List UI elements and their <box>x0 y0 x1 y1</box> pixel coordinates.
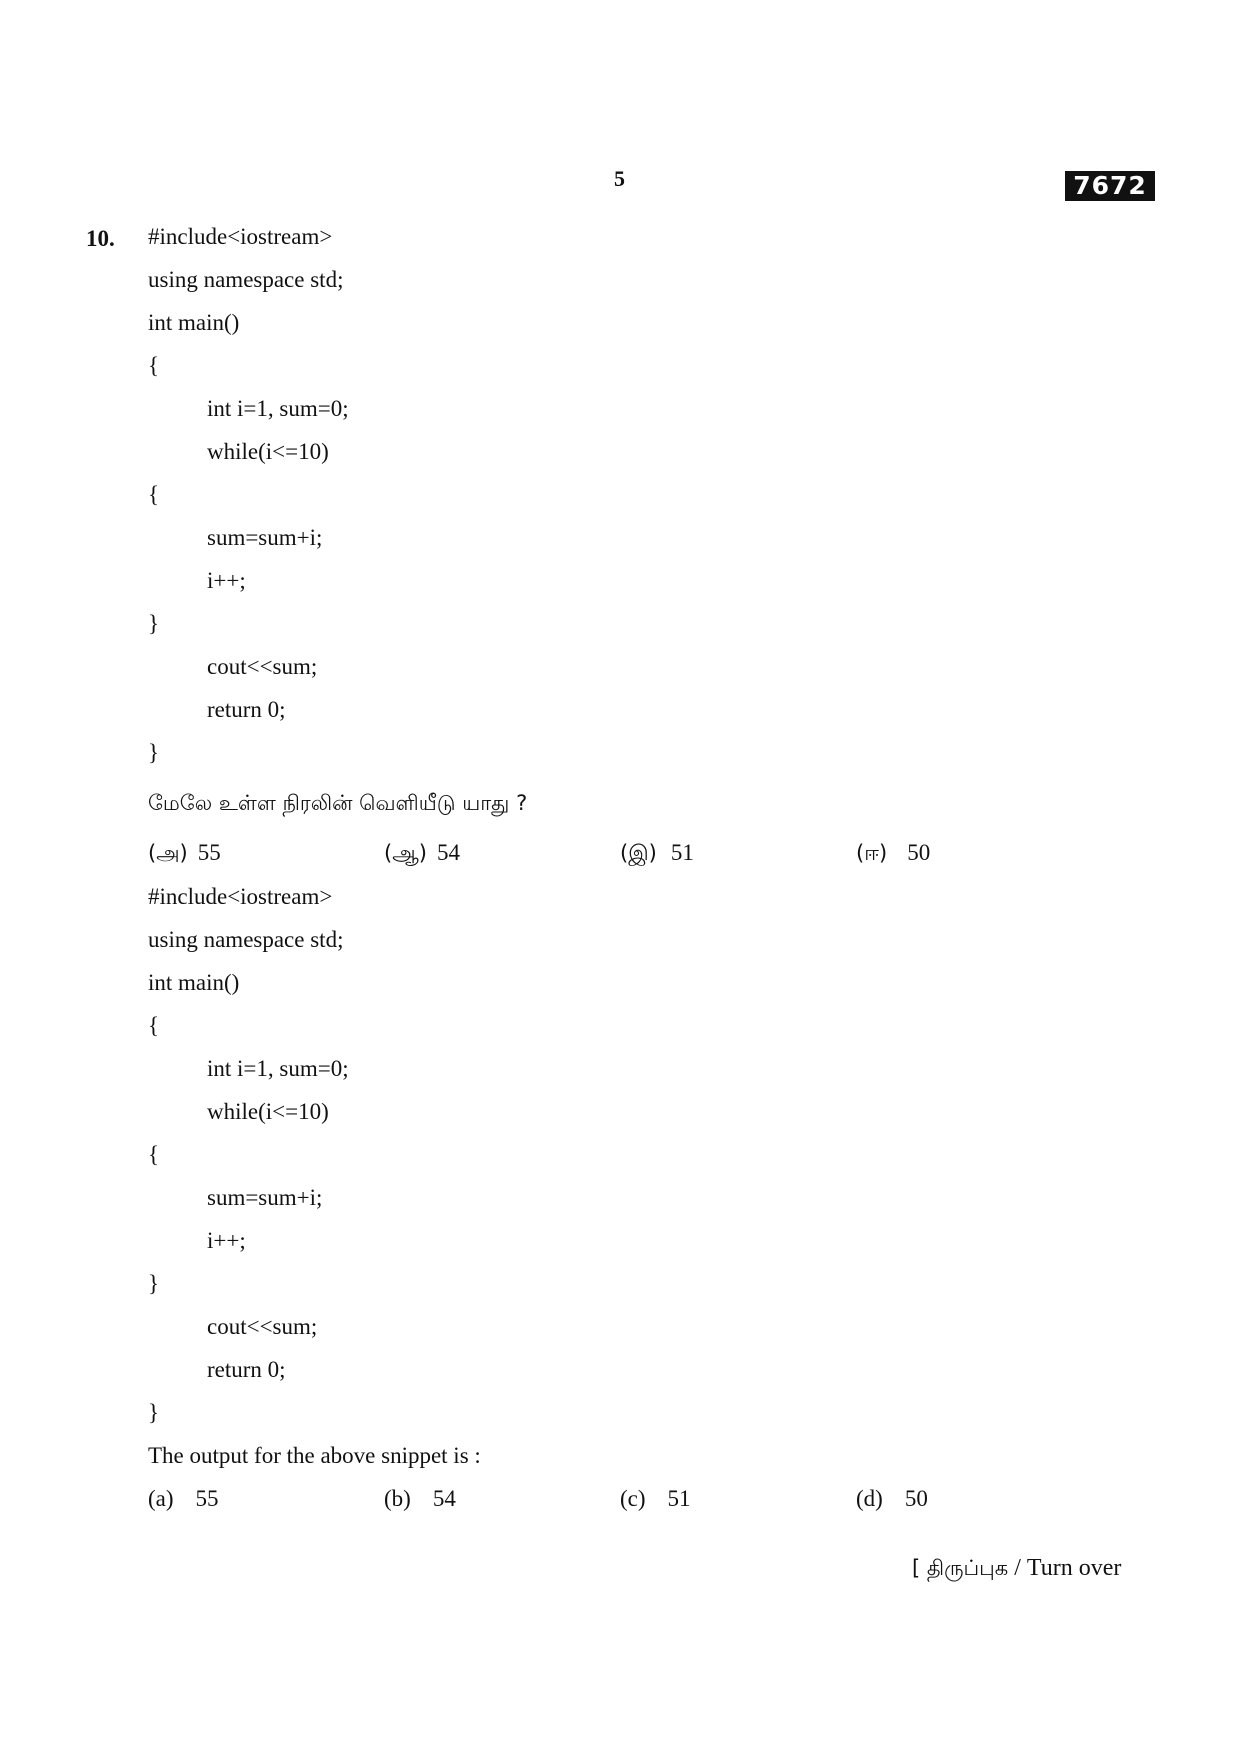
turn-over-english: / Turn over <box>1008 1555 1122 1581</box>
code-line: #include<iostream> <box>148 884 333 909</box>
option-value: 54 <box>432 1486 456 1511</box>
code-line: sum=sum+i; <box>207 525 323 550</box>
code-line: int i=1, sum=0; <box>207 396 349 421</box>
option-label: (a) <box>148 1486 174 1511</box>
code-line: while(i<=10) <box>207 439 329 464</box>
option-d <box>856 1484 928 1514</box>
option-value: 51 <box>667 1486 691 1511</box>
code-line: return 0; <box>207 1357 286 1382</box>
paper-code-badge: 7672 <box>1065 171 1155 201</box>
code-line: i++; <box>207 568 246 593</box>
code-line: } <box>148 740 160 765</box>
code-line: { <box>148 482 160 507</box>
code-line: return 0; <box>207 697 286 722</box>
turn-over-tamil: [ திருப்புக <box>912 1556 1009 1580</box>
option-label: (ஈ) <box>856 841 888 865</box>
english-question-prompt: The output for the above snippet is : <box>148 1443 481 1468</box>
option-c <box>620 838 694 868</box>
code-line: using namespace std; <box>148 267 344 292</box>
code-line: { <box>148 1142 160 1167</box>
option-label: (இ) <box>620 841 657 865</box>
option-a <box>148 838 221 868</box>
option-label: (அ) <box>148 841 188 865</box>
code-line: } <box>148 1400 160 1425</box>
option-value: 55 <box>197 840 221 865</box>
code-line: { <box>148 353 160 378</box>
option-b <box>384 838 460 868</box>
option-a <box>148 1484 219 1514</box>
tamil-question-prompt: மேலே உள்ள நிரலின் வெளியீடு யாது ? <box>148 791 528 815</box>
code-line: } <box>148 1271 160 1296</box>
turn-over-note <box>912 1555 1121 1583</box>
code-line: using namespace std; <box>148 927 344 952</box>
option-value: 50 <box>907 840 931 865</box>
option-value: 51 <box>670 840 694 865</box>
code-line: cout<<sum; <box>207 1314 318 1339</box>
option-value: 50 <box>904 1486 928 1511</box>
code-line: while(i<=10) <box>207 1099 329 1124</box>
option-label: (d) <box>856 1486 883 1511</box>
option-d <box>856 838 930 868</box>
option-label: (b) <box>384 1486 411 1511</box>
code-line: i++; <box>207 1228 246 1253</box>
option-b <box>384 1484 456 1514</box>
option-label: (c) <box>620 1486 646 1511</box>
option-value: 54 <box>436 840 460 865</box>
code-line: } <box>148 611 160 636</box>
code-line: int main() <box>148 970 240 995</box>
option-c <box>620 1484 691 1514</box>
option-value: 55 <box>195 1486 219 1511</box>
question-number: 10. <box>86 226 115 251</box>
code-line: cout<<sum; <box>207 654 318 679</box>
code-line: int main() <box>148 310 240 335</box>
code-line: { <box>148 1013 160 1038</box>
code-line: sum=sum+i; <box>207 1185 323 1210</box>
option-label: (ஆ) <box>384 841 427 865</box>
page-number: 5 <box>614 166 625 191</box>
code-line: #include<iostream> <box>148 224 333 249</box>
code-line: int i=1, sum=0; <box>207 1056 349 1081</box>
